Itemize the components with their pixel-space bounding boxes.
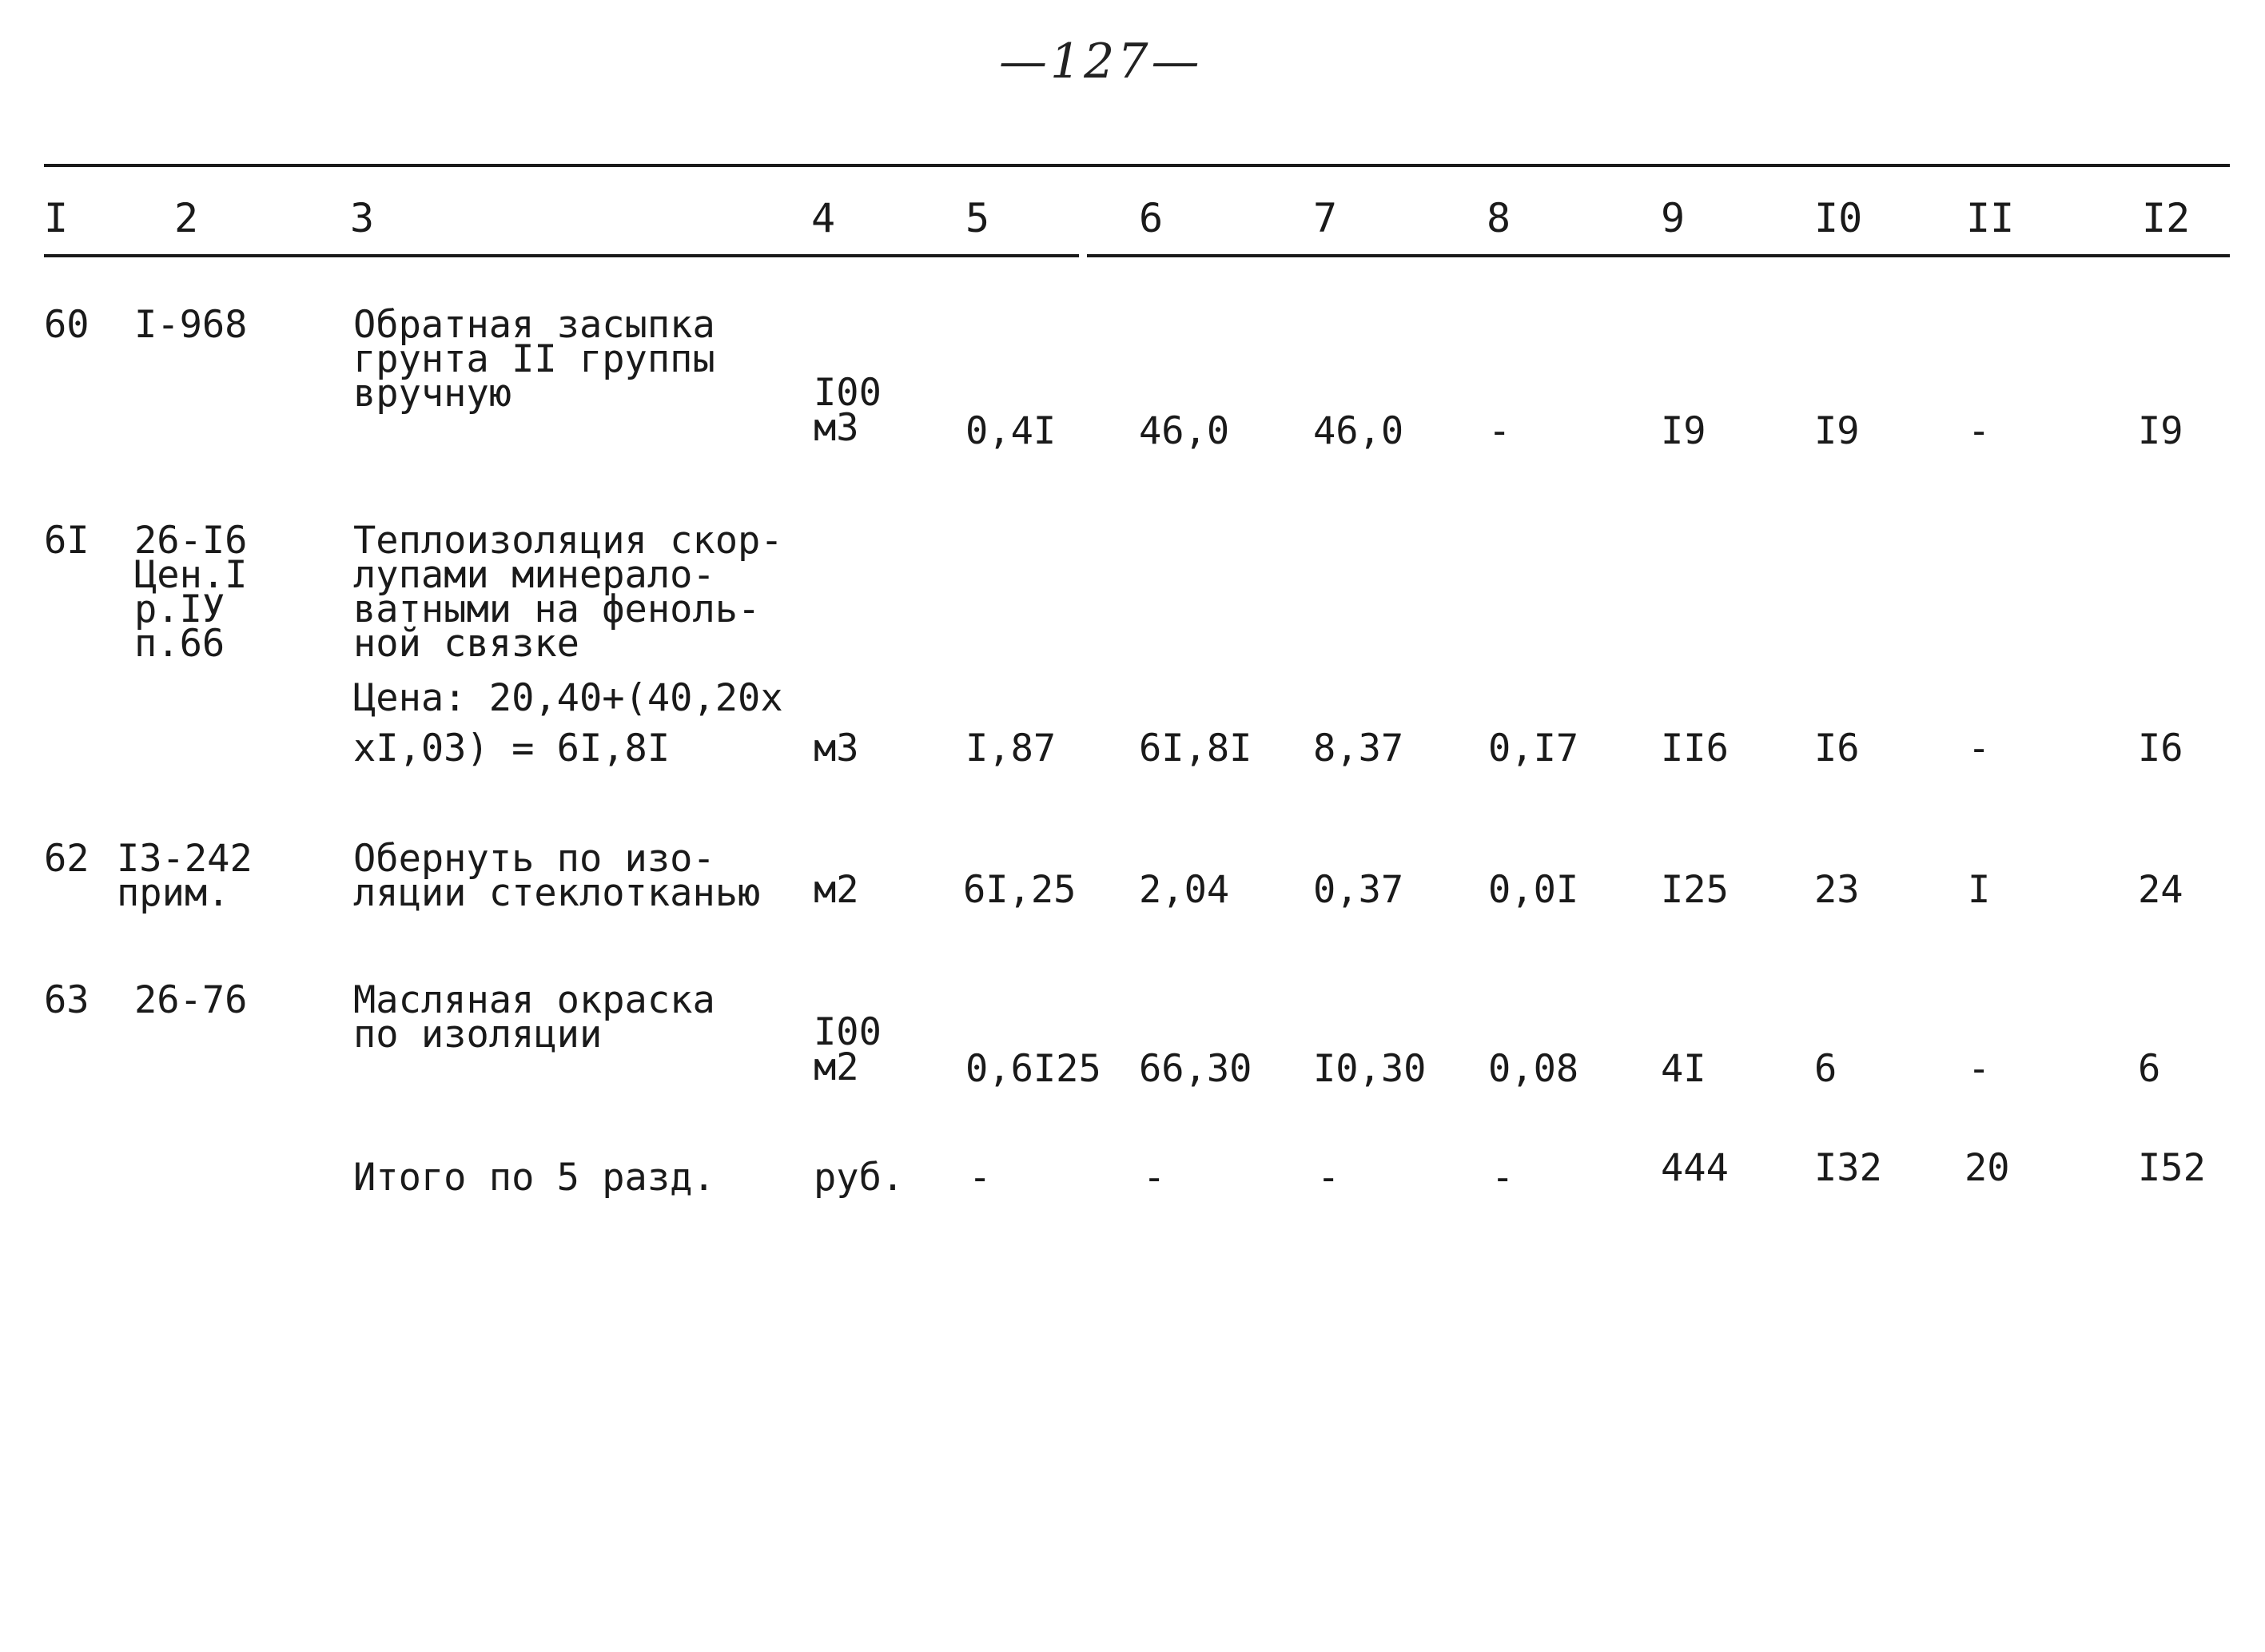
row-col7: I0,30 xyxy=(1313,1047,1427,1091)
row-col9: I9 xyxy=(1661,409,1706,453)
row-col5: I,87 xyxy=(965,726,1057,770)
row-code: I-968 xyxy=(134,303,248,347)
total-col9: 444 xyxy=(1661,1146,1729,1190)
row-col8: 0,0I xyxy=(1488,868,1579,912)
header-rule-left xyxy=(44,254,1079,257)
row-col10: 6 xyxy=(1814,1047,1837,1091)
row-description: Теплоизоляция скор- лупами минерало- ватными на феноль- ной связке xyxy=(353,519,783,666)
row-col7: 0,37 xyxy=(1313,868,1404,912)
row-col6: 66,30 xyxy=(1139,1047,1252,1091)
row-col9: II6 xyxy=(1661,726,1729,770)
row-col12: I9 xyxy=(2138,409,2183,453)
row-code: I3-242 прим. xyxy=(117,837,253,915)
header-col-8: 8 xyxy=(1487,195,1511,241)
row-code: 26-I6 Цен.I р.IУ п.66 xyxy=(134,519,248,666)
row-col11: - xyxy=(1968,726,1991,770)
row-number: 63 xyxy=(44,978,90,1022)
header-rule-right xyxy=(1087,254,2230,257)
total-col5: - xyxy=(969,1156,992,1200)
header-col-5: 5 xyxy=(965,195,990,241)
total-col11: 20 xyxy=(1964,1146,2010,1190)
total-col7: - xyxy=(1317,1156,1340,1200)
row-price-line-2: xI,03) = 6I,8I xyxy=(353,726,671,770)
row-col10: I9 xyxy=(1814,409,1860,453)
row-col10: I6 xyxy=(1814,726,1860,770)
row-description: Обратная засыпка грунта II группы вручную xyxy=(353,303,715,416)
row-col7: 46,0 xyxy=(1313,409,1404,453)
row-col5: 0,4I xyxy=(965,409,1057,453)
row-unit: м2 xyxy=(814,868,859,912)
row-col9: 4I xyxy=(1661,1047,1706,1091)
row-col12: 24 xyxy=(2138,868,2183,912)
row-col5: 0,6I25 xyxy=(965,1047,1101,1091)
row-col12: 6 xyxy=(2138,1047,2161,1091)
row-unit: м3 xyxy=(814,726,859,770)
header-col-9: 9 xyxy=(1661,195,1686,241)
row-col8: 0,08 xyxy=(1488,1047,1579,1091)
header-col-12: I2 xyxy=(2142,195,2191,241)
total-col8: - xyxy=(1491,1156,1515,1200)
row-col8: - xyxy=(1488,409,1511,453)
row-col9: I25 xyxy=(1661,868,1729,912)
page-number: —127— xyxy=(999,34,1203,90)
header-col-6: 6 xyxy=(1139,195,1164,241)
total-unit: руб. xyxy=(814,1156,905,1200)
header-col-3: 3 xyxy=(350,195,375,241)
row-unit: I00 м2 xyxy=(814,1010,882,1089)
row-number: 60 xyxy=(44,303,90,347)
row-code: 26-76 xyxy=(134,978,248,1022)
total-col6: - xyxy=(1143,1156,1166,1200)
total-label: Итого по 5 разд. xyxy=(353,1156,715,1200)
row-col7: 8,37 xyxy=(1313,726,1404,770)
row-number: 6I xyxy=(44,519,90,563)
row-col6: 46,0 xyxy=(1139,409,1230,453)
row-col10: 23 xyxy=(1814,868,1860,912)
row-description: Масляная окраска по изоляции xyxy=(353,978,715,1057)
table-top-rule xyxy=(44,164,2230,167)
row-col11: - xyxy=(1968,409,1991,453)
row-col6: 2,04 xyxy=(1139,868,1230,912)
header-col-11: II xyxy=(1966,195,2015,241)
total-col12: I52 xyxy=(2138,1146,2206,1190)
header-col-1: I xyxy=(44,195,69,241)
row-number: 62 xyxy=(44,837,90,881)
row-col6: 6I,8I xyxy=(1139,726,1252,770)
header-col-7: 7 xyxy=(1313,195,1338,241)
total-col10: I32 xyxy=(1814,1146,1882,1190)
header-col-10: I0 xyxy=(1814,195,1863,241)
row-col11: I xyxy=(1968,868,1991,912)
row-price-line-1: Цена: 20,40+(40,20x xyxy=(353,676,783,720)
header-col-2: 2 xyxy=(174,195,199,241)
row-col12: I6 xyxy=(2138,726,2183,770)
row-col11: - xyxy=(1968,1047,1991,1091)
header-col-4: 4 xyxy=(811,195,836,241)
row-col8: 0,I7 xyxy=(1488,726,1579,770)
row-col5: 6I,25 xyxy=(963,868,1077,912)
row-description: Обернуть по изо- ляции стеклотканью xyxy=(353,837,761,915)
row-unit: I00 м3 xyxy=(814,371,882,450)
